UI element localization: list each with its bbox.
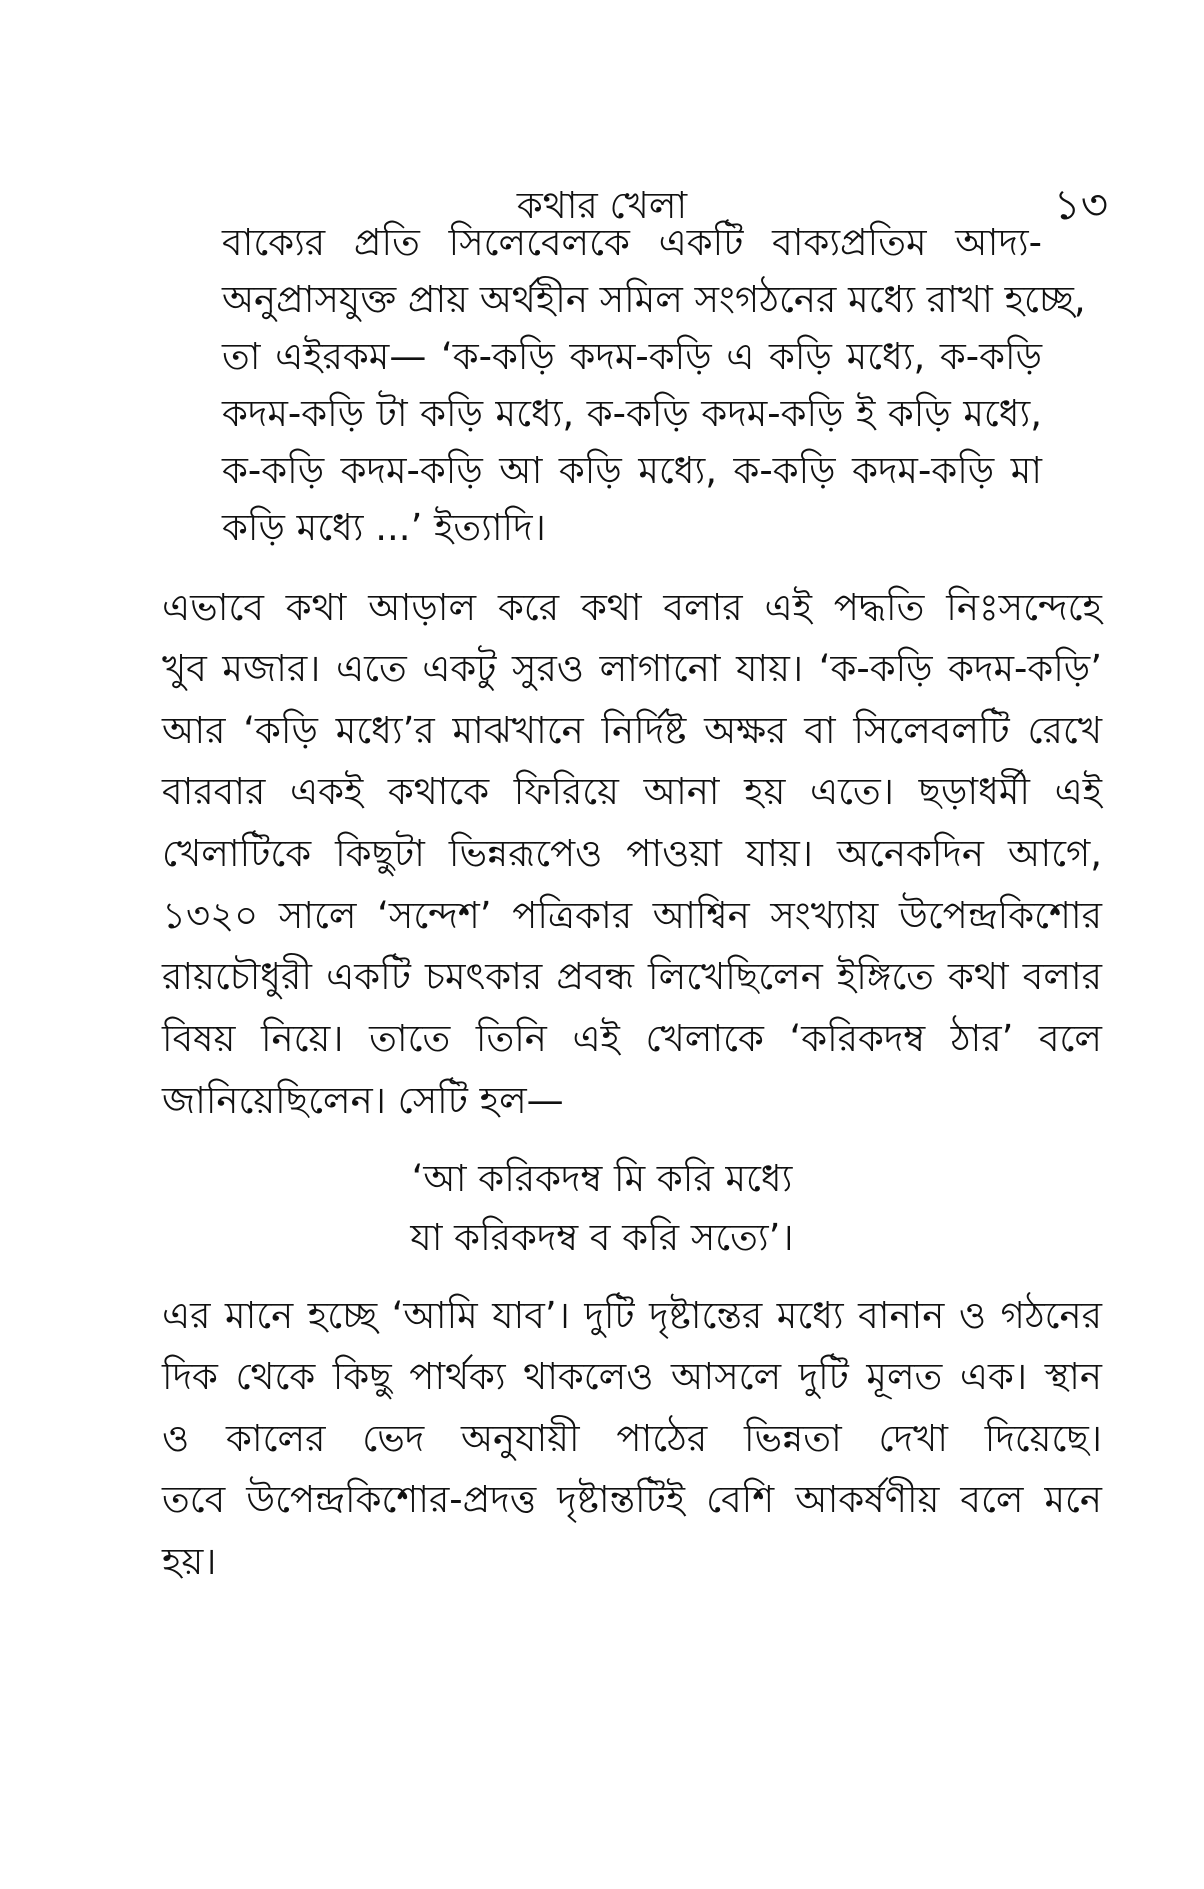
paragraph-line: তবে উপেন্দ্রকিশোর-প্রদত্ত দৃষ্টান্তটিই বেশি আকর্ষণীয় বলে মনে — [162, 1478, 1102, 1521]
paragraph-line: এর মানে হচ্ছে ‘আমি যাব’। দুটি দৃষ্টান্তের মধ্যে বানান ও গঠনের — [162, 1294, 1102, 1337]
quote-line: বাক্যের প্রতি সিলেবেলকে একটি বাক্যপ্রতিম আদ্য- — [222, 221, 1042, 264]
quote-line: ক-কড়ি কদম-কড়ি আ কড়ি মধ্যে, ক-কড়ি কদম-কড়ি মা — [222, 449, 1042, 492]
paragraph-line: খেলাটিকে কিছুটা ভিন্নরূপেও পাওয়া যায়। অনেকদিন আগে, — [162, 832, 1102, 875]
paragraph-line: বারবার একই কথাকে ফিরিয়ে আনা হয় এতে। ছড়াধর্মী এই — [162, 770, 1102, 813]
page-number: ১৩ — [1053, 180, 1108, 229]
paragraph-line: ও কালের ভেদ অনুযায়ী পাঠের ভিন্নতা দেখা দিয়েছে। — [162, 1417, 1102, 1460]
paragraph-line: জানিয়েছিলেন। সেটি হল— — [162, 1079, 564, 1122]
paragraph-line: ১৩২০ সালে ‘সন্দেশ’ পত্রিকার আশ্বিন সংখ্যায় উপেন্দ্রকিশোর — [162, 894, 1102, 937]
quote-line: কড়ি মধ্যে ...’ ইত্যাদি। — [222, 506, 546, 549]
paragraph-line: হয়। — [162, 1540, 217, 1583]
paragraph-line: এভাবে কথা আড়াল করে কথা বলার এই পদ্ধতি নিঃসন্দেহে — [162, 586, 1102, 629]
verse-line: ‘আ করিকদম্ব মি করি মধ্যে — [411, 1157, 793, 1200]
paragraph-line: দিক থেকে কিছু পার্থক্য থাকলেও আসলে দুটি মূলত এক। স্থান — [162, 1355, 1102, 1398]
quote-line: অনুপ্রাসযুক্ত প্রায় অর্থহীন সমিল সংগঠনের মধ্যে রাখা হচ্ছে, — [222, 278, 1086, 321]
paragraph-line: রায়চৌধুরী একটি চমৎকার প্রবন্ধ লিখেছিলেন ইঙ্গিতে কথা বলার — [162, 955, 1102, 998]
paragraph-line: খুব মজার। এতে একটু সুরও লাগানো যায়। ‘ক-কড়ি কদম-কড়ি’ — [162, 647, 1102, 690]
verse-line: যা করিকদম্ব ব করি সত্যে’। — [410, 1216, 794, 1259]
paragraph-line: বিষয় নিয়ে। তাতে তিনি এই খেলাকে ‘করিকদম্ব ঠার’ বলে — [162, 1017, 1102, 1060]
running-header-title: কথার খেলা — [516, 184, 688, 227]
quote-line: কদম-কড়ি টা কড়ি মধ্যে, ক-কড়ি কদম-কড়ি ই কড়ি মধ্যে, — [222, 392, 1042, 435]
quote-line: তা এইরকম— ‘ক-কড়ি কদম-কড়ি এ কড়ি মধ্যে, ক-কড়ি — [222, 335, 1042, 378]
paragraph-line: আর ‘কড়ি মধ্যে’র মাঝখানে নির্দিষ্ট অক্ষর বা সিলেবলটি রেখে — [162, 709, 1102, 752]
